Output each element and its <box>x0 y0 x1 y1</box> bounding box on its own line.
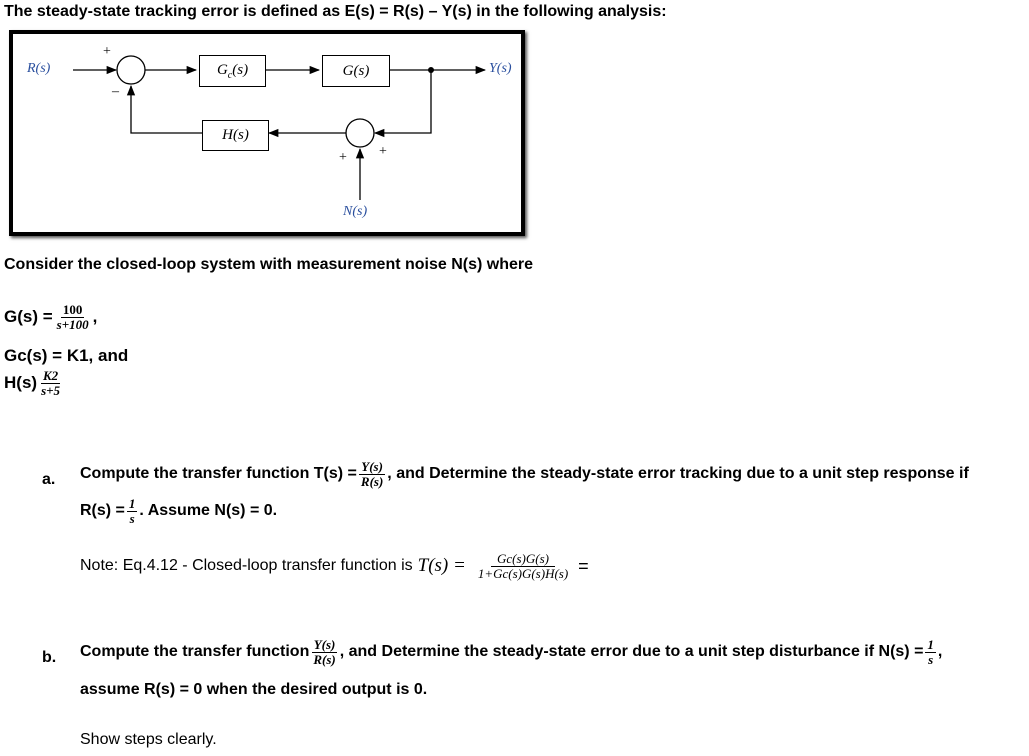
qb-line1 <box>80 638 942 666</box>
qa-text1: Compute the transfer function T(s) = <box>80 465 357 483</box>
qa-fraction <box>359 460 385 488</box>
qb-marker: b. <box>42 649 57 666</box>
qa-line1 <box>80 460 969 488</box>
qb-line2: assume R(s) = 0 when the desired output is 0. <box>80 681 428 698</box>
block-gc <box>199 55 266 87</box>
qb-n-den: s <box>928 651 934 667</box>
def-g <box>4 303 97 331</box>
block-g-label: G(s) <box>342 62 370 79</box>
output-label: Y(s) <box>489 61 512 76</box>
block-g <box>322 55 390 87</box>
header-text: The steady-state tracking error is defined as E(s) = R(s) – Y(s) in the following analysis: <box>4 3 667 20</box>
sum2-plus-left-sign: + <box>339 150 347 165</box>
qa-line2-prefix: R(s) = <box>80 502 125 520</box>
qb-n-fraction <box>925 638 936 666</box>
qb-text1: Compute the transfer function <box>80 643 310 661</box>
qb-frac-den: R(s) <box>313 651 336 667</box>
qb-text2: , and Determine the steady-state error due to a unit step disturbance if N(s) = <box>339 643 924 661</box>
qb-fraction <box>311 638 337 666</box>
qa-frac-num: Y(s) <box>361 459 383 474</box>
def-g-suffix: , <box>92 307 98 327</box>
def-g-den: s+100 <box>56 316 89 332</box>
block-diagram <box>9 30 525 236</box>
def-h-fraction <box>39 369 62 397</box>
sum1-plus-sign: + <box>103 44 111 59</box>
input-label: R(s) <box>27 61 51 76</box>
qa-note-den: 1+Gc(s)G(s)H(s) <box>477 565 569 581</box>
def-gc: Gc(s) = K1, and <box>4 346 129 365</box>
qa-marker: a. <box>42 471 56 488</box>
block-h-label: H(s) <box>222 127 249 143</box>
noise-label: N(s) <box>343 204 368 219</box>
def-h <box>4 369 64 397</box>
qa-note <box>80 552 589 580</box>
qa-note-num: Gc(s)G(s) <box>491 552 555 567</box>
def-h-num: K2 <box>42 368 59 383</box>
qa-line2-den: s <box>129 510 135 526</box>
sum2-plus-right-sign: + <box>379 144 387 159</box>
qa-line2-num: 1 <box>128 496 136 511</box>
def-g-fraction <box>55 303 91 331</box>
qa-text2: , and Determine the steady-state error tracking due to a unit step response if <box>387 465 969 483</box>
qa-note-prefix: Note: Eq.4.12 - Closed-loop transfer function is <box>80 557 413 575</box>
qb-n-num: 1 <box>927 637 934 652</box>
qa-line2-suffix: . Assume N(s) = 0. <box>139 502 278 520</box>
qa-line2 <box>80 497 277 525</box>
qa-note-equals: = <box>578 555 589 576</box>
qb-frac-num: Y(s) <box>313 637 336 652</box>
sum-junction-1 <box>117 56 145 84</box>
def-h-prefix: H(s) <box>4 373 38 393</box>
qa-frac-den: R(s) <box>360 473 384 489</box>
qa-note-lhs: T(s) = <box>417 555 466 577</box>
block-gc-label: $G_c(s)$ <box>216 61 249 81</box>
def-g-prefix: G(s) = <box>4 307 53 327</box>
qb-text3: , <box>937 643 943 661</box>
qa-line2-fraction <box>127 497 138 525</box>
sum-junction-2 <box>346 119 374 147</box>
wire-h-sum1 <box>131 86 202 133</box>
def-h-den: s+5 <box>41 382 61 398</box>
def-g-num: 100 <box>62 302 83 317</box>
footer-text: Show steps clearly. <box>80 731 217 748</box>
intro-text: Consider the closed-loop system with measurement noise N(s) where <box>4 256 534 273</box>
block-h <box>202 120 269 151</box>
qa-note-fraction <box>476 552 570 580</box>
sum1-minus-sign: – <box>112 84 119 99</box>
